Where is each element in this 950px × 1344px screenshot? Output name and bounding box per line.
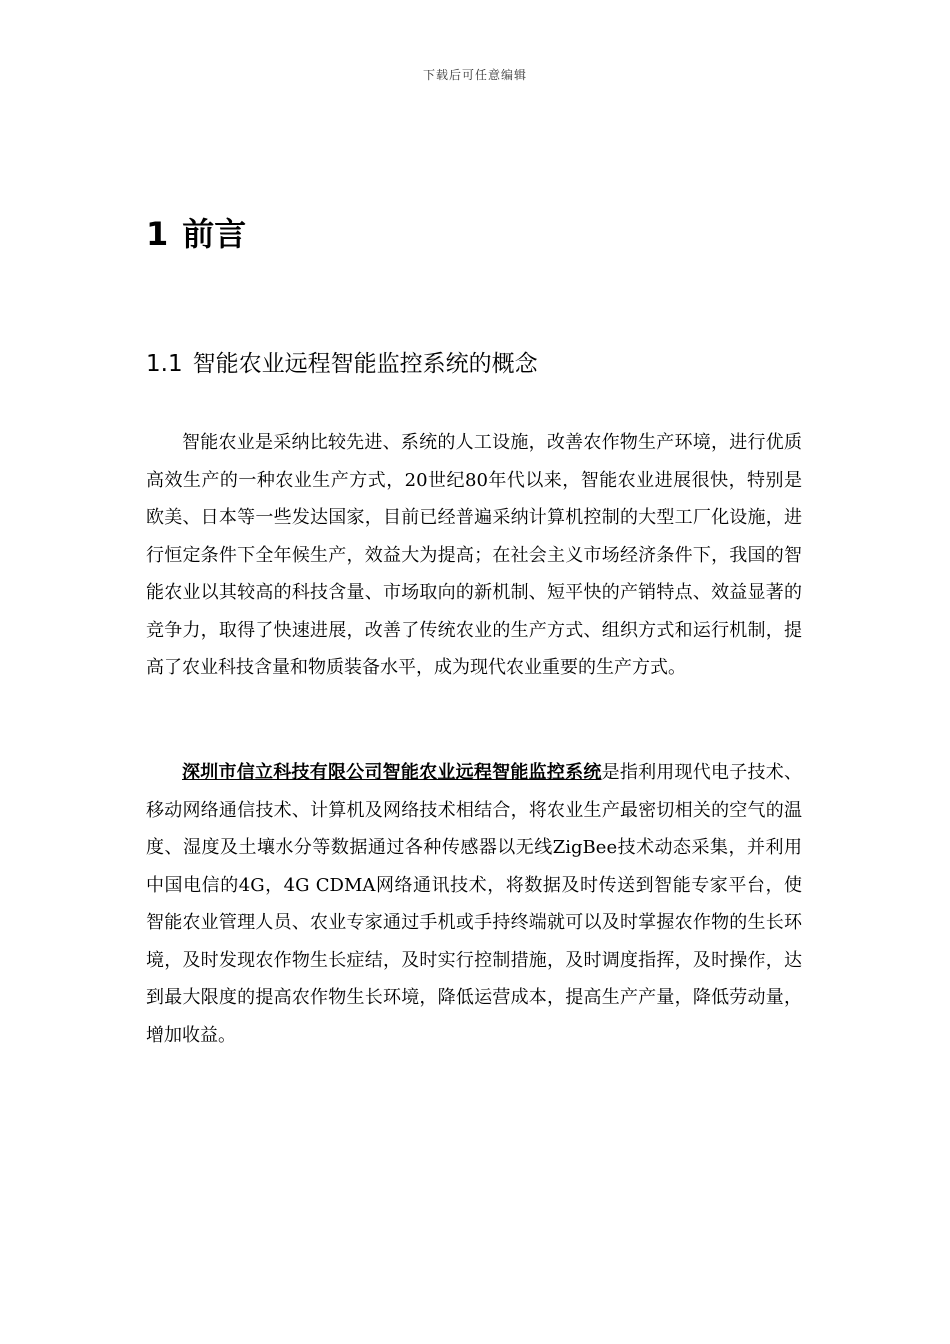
paragraph-system-description-text: 是指利用现代电子技术、移动网络通信技术、计算机及网络技术相结合，将农业生产最密切相关的空气的温度、湿度及土壤水分等数据通过各种传感器以无线ZigBee技术动态采集，并利用中国电信的4G，4G CDMA网络通讯技术，将数据及时传送到智能专家平台，使智能农业管理人员、农业专家通过手机或手持终端就可以及时掌握农作物的生长环境，及时发现农作物生长症结，及时实行控制措施，及时调度指挥，及时操作，达到最大限度的提高农作物生长环境，降低运营成本，提高生产产量，降低劳动量，增加收益。 (146, 762, 803, 1046)
section-title (146, 347, 538, 381)
section-title-text: 智能农业远程智能监控系统的概念 (192, 351, 538, 377)
paragraph-intro: 智能农业是采纳比较先进、系统的人工设施，改善农作物生产环境，进行优质高效生产的一种农业生产方式，20世纪80年代以来，智能农业进展很快，特别是欧美、日本等一些发达国家，目前已经普遍采纳计算机控制的大型工厂化设施，进行恒定条件下全年候生产，效益大为提高；在社会主义市场经济条件下，我国的智能农业以其较高的科技含量、市场取向的新机制、短平快的产销特点、效益显著的竞争力，取得了快速进展，改善了传统农业的生产方式、组织方式和运行机制，提高了农业科技含量和物质装备水平，成为现代农业重要的生产方式。 (146, 432, 802, 678)
chapter-title-text: 前言 (182, 215, 247, 253)
section-number: 1.1 (146, 351, 183, 377)
chapter-title (146, 212, 246, 256)
paragraph-system-description (146, 754, 802, 1054)
header-note: 下载后可任意编辑 (422, 68, 527, 82)
chapter-number: 1 (146, 215, 169, 253)
company-system-link[interactable]: 深圳市信立科技有限公司智能农业远程智能监控系统 (182, 762, 602, 783)
